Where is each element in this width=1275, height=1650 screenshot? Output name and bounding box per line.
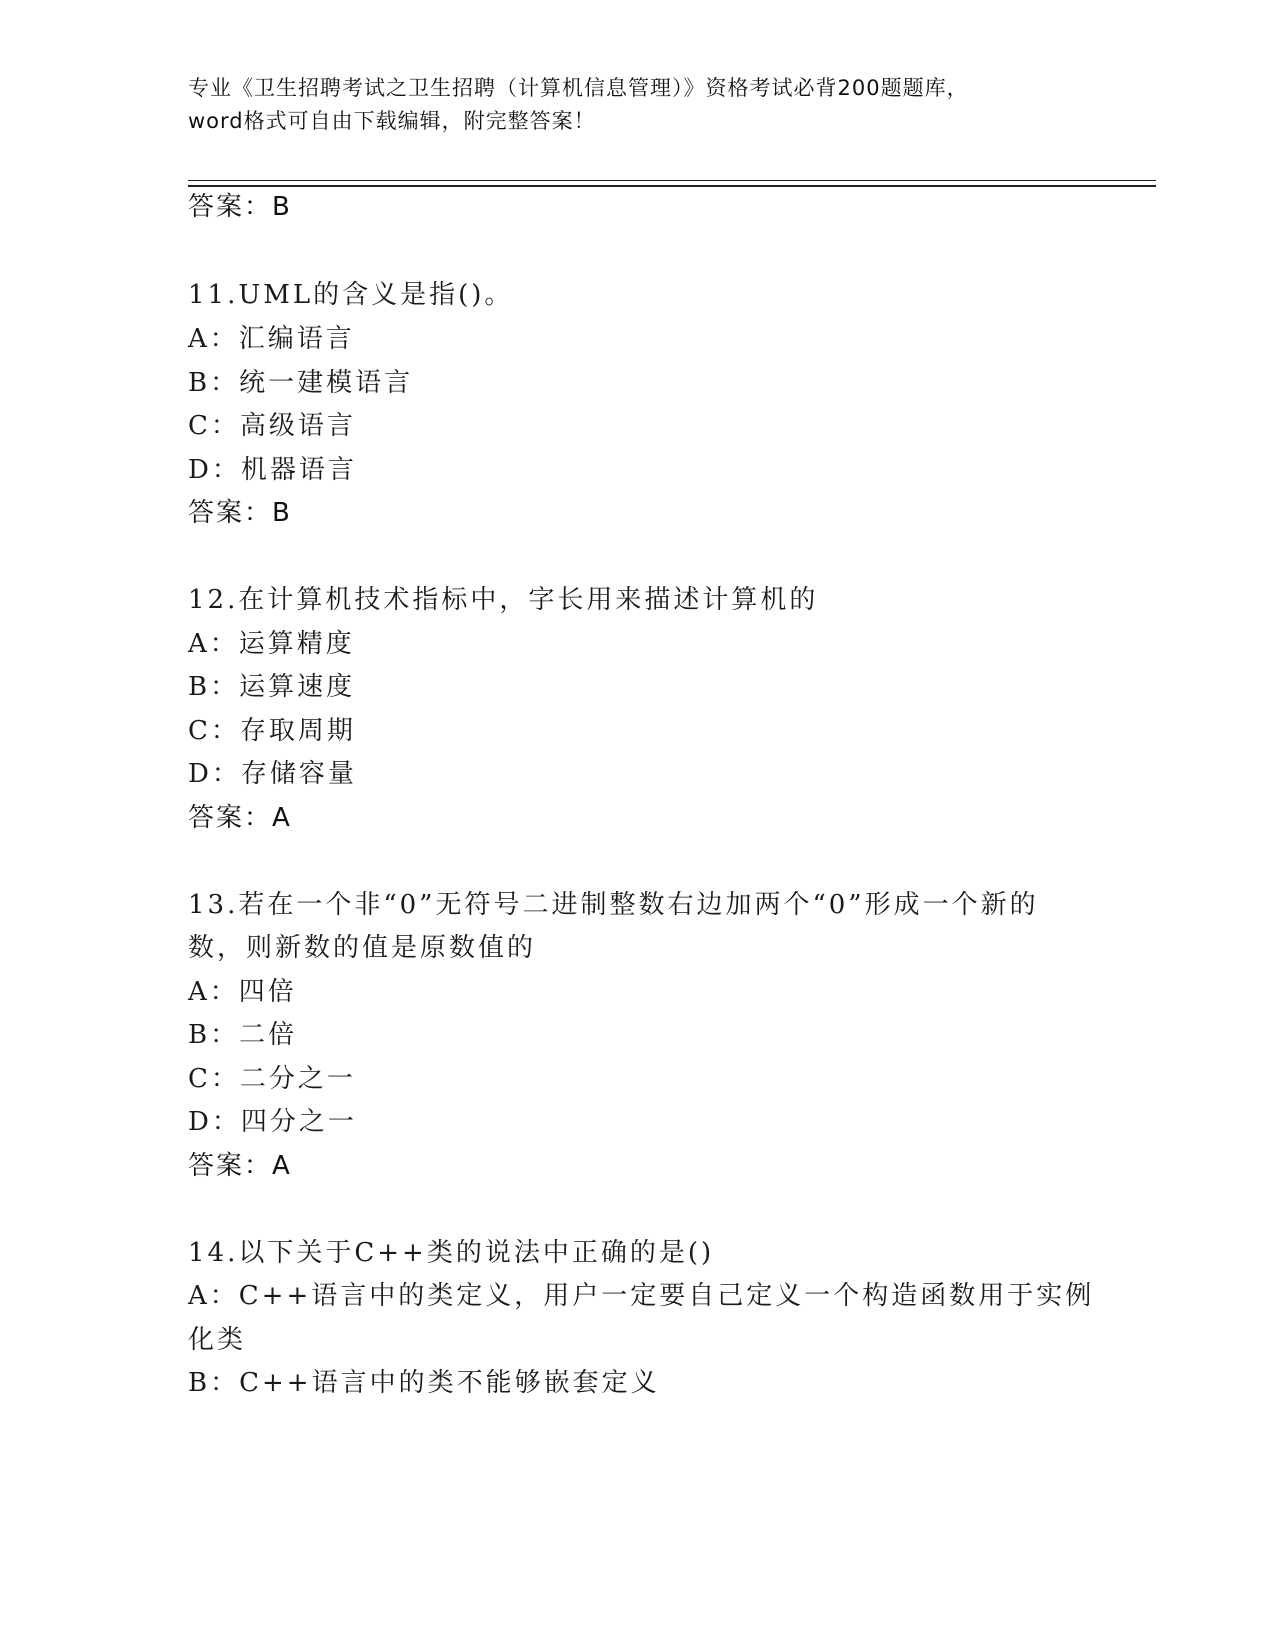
question-14-option-a-line-1: A：C++语言中的类定义，用户一定要自己定义一个构造函数用于实例 [188, 1281, 1095, 1311]
question-13-stem-line-1: 13.若在一个非“0”无符号二进制整数右边加两个“0”形成一个新的 [188, 890, 1039, 920]
question-13-stem-line-2: 数，则新数的值是原数值的 [188, 933, 537, 963]
document-header [188, 72, 1088, 138]
question-13-option-a: A：四倍 [188, 977, 297, 1007]
question-13-option-c: C：二分之一 [188, 1064, 356, 1094]
question-12-stem: 12.在计算机技术指标中，字长用来描述计算机的 [188, 585, 819, 615]
question-11-option-b: B：统一建模语言 [188, 368, 414, 398]
question-12-option-c: C：存取周期 [188, 716, 356, 746]
header-line-1: 专业《卫生招聘考试之卫生招聘（计算机信息管理）》资格考试必背200题题库， [188, 76, 969, 100]
question-12-answer: 答案：A [188, 803, 292, 833]
question-12-option-a: A：运算精度 [188, 629, 355, 659]
question-11-option-c: C：高级语言 [188, 411, 356, 441]
question-14-option-a-line-2: 化类 [188, 1325, 247, 1355]
question-11-answer: 答案：B [188, 498, 292, 528]
question-14-option-b: B：C++语言中的类不能够嵌套定义 [188, 1368, 660, 1398]
question-11-stem: 11.UML的含义是指()。 [188, 280, 514, 310]
question-12-option-b: B：运算速度 [188, 672, 356, 702]
header-divider-thin [188, 180, 1156, 181]
prev-answer: 答案：B [188, 192, 292, 222]
header-divider-thick [188, 185, 1156, 187]
question-13-answer: 答案：A [188, 1151, 292, 1181]
question-11-option-a: A：汇编语言 [188, 324, 355, 354]
header-line-2: word格式可自由下载编辑，附完整答案！ [188, 109, 596, 133]
question-11-option-d: D：机器语言 [188, 455, 357, 485]
question-13-option-d: D：四分之一 [188, 1107, 357, 1137]
question-13-option-b: B：二倍 [188, 1020, 298, 1050]
question-12-option-d: D：存储容量 [188, 759, 357, 789]
question-14-stem: 14.以下关于C++类的说法中正确的是() [188, 1238, 715, 1268]
